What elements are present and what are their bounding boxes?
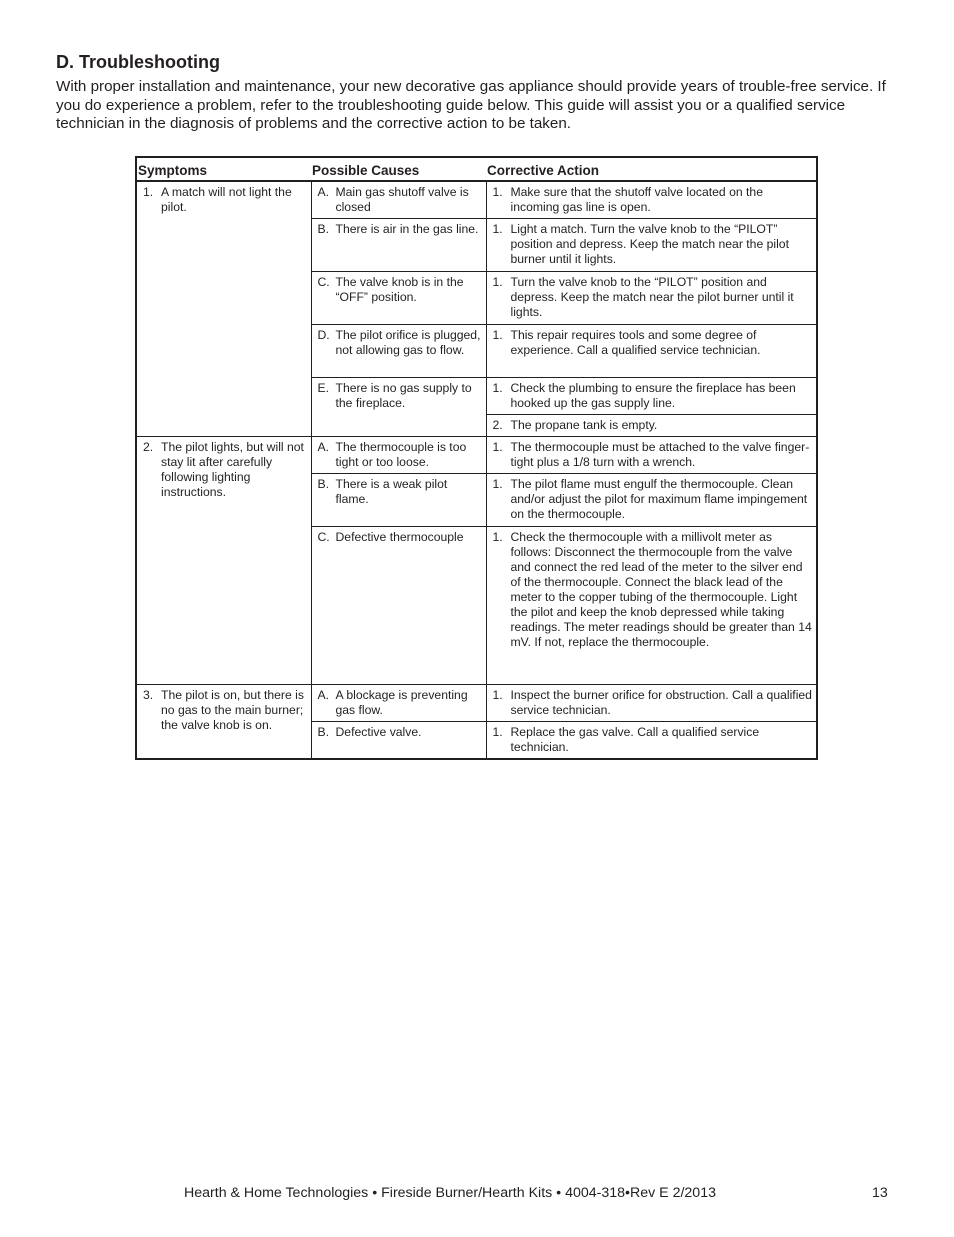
action-cell [486,219,817,272]
action-cell [486,325,817,378]
action-text: The pilot flame must engulf the thermocouple. Clean and/or adjust the pilot for maximum flame impingement on the thermocouple. [510,477,808,521]
cause-text: There is a weak pilot flame. [335,477,448,506]
symptom [143,688,309,733]
cause-text: Defective valve. [335,725,422,739]
cause [318,530,484,545]
table-header-row [136,157,817,181]
cause-cell [311,219,486,272]
action-marker: 1. [492,530,503,544]
action-cell [486,415,817,437]
action-text: Check the thermocouple with a millivolt meter as follows: Disconnect the thermocouple from the valve and connect the red lead of the meter to the silver end of the thermocouple. Connect the black lead of the meter to the copper tubing of the thermocouple. Light the pilot and keep the knob depressed while taking readings. The meter readings should be greater than 14 mV. If not, replace the thermocouple. [510,530,812,649]
action-text: Replace the gas valve. Call a qualified service technician. [510,725,760,754]
symptom-marker: 1. [143,185,154,199]
cause [318,381,484,411]
cause [318,328,484,358]
action-cell [486,722,817,760]
action-marker: 1. [492,275,503,289]
cause-cell [311,325,486,378]
action-marker: 1. [492,688,503,702]
action [493,725,815,755]
action-text: Light a match. Turn the valve knob to the “PILOT” position and depress. Keep the match near the pilot burner until it lights. [510,222,789,266]
action-text: This repair requires tools and some degree of experience. Call a qualified service technician. [510,328,761,357]
action-text: Make sure that the shutoff valve located on the incoming gas line is open. [510,185,763,214]
cause-marker: B. [317,477,330,491]
header-corrective-action: Corrective Action [486,157,817,181]
cause-text: Defective thermocouple [335,530,464,544]
cause-text: The thermocouple is too tight or too loose. [335,440,467,469]
action-text: Check the plumbing to ensure the fireplace has been hooked up the gas supply line. [510,381,796,410]
action [493,328,815,358]
table-row [136,437,817,474]
action-cell [486,272,817,325]
cause [318,440,484,470]
symptom-text: The pilot lights, but will not stay lit after carefully following lighting instructions. [161,440,304,499]
table-row [136,181,817,219]
cause-marker: B. [317,222,330,236]
cause-marker: A. [317,440,330,454]
action-marker: 1. [492,328,503,342]
symptom-cell [136,181,311,437]
cause-marker: D. [317,328,330,342]
header-possible-causes: Possible Causes [311,157,486,181]
action-marker: 1. [492,477,503,491]
action [493,185,815,215]
action [493,477,815,522]
action-cell [486,685,817,722]
cause [318,688,484,718]
cause-marker: A. [317,688,330,702]
action-marker: 1. [492,222,503,236]
symptom-marker: 3. [143,688,154,702]
action-marker: 1. [492,440,503,454]
action-text: The thermocouple must be attached to the valve finger-tight plus a 1/8 turn with a wrench. [510,440,810,469]
action-marker: 1. [492,381,503,395]
cause-marker: B. [317,725,330,739]
cause-text: A blockage is preventing gas flow. [335,688,468,717]
symptom [143,185,309,215]
page-number: 13 [872,1185,888,1201]
table-body [136,181,817,759]
action [493,275,815,320]
cause-text: Main gas shutoff valve is closed [335,185,469,214]
symptom-text: A match will not light the pilot. [161,185,292,214]
action [493,418,815,433]
symptom [143,440,309,500]
cause-marker: C. [317,530,330,544]
cause-text: There is no gas supply to the fireplace. [335,381,472,410]
cause-cell [311,527,486,685]
cause [318,185,484,215]
action-text: Inspect the burner orifice for obstruction. Call a qualified service technician. [510,688,812,717]
symptom-marker: 2. [143,440,154,454]
intro-paragraph: With proper installation and maintenance, your new decorative gas appliance should provide years of trouble-free service. If you do experience a problem, refer to the troubleshooting guide below. This guide will assist you or a qualified service technician in the diagnosis of problems and the corrective action to be taken. [56,78,886,132]
cause [318,222,484,237]
cause-text: The pilot orifice is plugged, not allowing gas to flow. [335,328,481,357]
action-cell [486,527,817,685]
cause [318,275,484,305]
cause-text: The valve knob is in the “OFF” position. [335,275,464,304]
cause-cell [311,474,486,527]
action-marker: 2. [492,418,503,432]
action-marker: 1. [492,725,503,739]
cause [318,477,484,507]
cause-marker: C. [317,275,330,289]
action-text: The propane tank is empty. [510,418,658,432]
cause-marker: A. [317,185,330,199]
action-marker: 1. [492,185,503,199]
cause-marker: E. [317,381,330,395]
cause-cell [311,181,486,219]
action [493,530,815,650]
action [493,381,815,411]
action-text: Turn the valve knob to the “PILOT” position and depress. Keep the match near the pilot burner until it lights. [510,275,794,319]
action [493,222,815,267]
symptom-cell [136,685,311,760]
cause-cell [311,272,486,325]
cause-text: There is air in the gas line. [335,222,479,236]
table-row [136,685,817,722]
troubleshooting-table [135,156,818,760]
header-symptoms: Symptoms [136,157,311,181]
page-footer: Hearth & Home Technologies • Fireside Burner/Hearth Kits • 4004-318•Rev E 2/2013 [184,1185,716,1201]
cause-cell [311,437,486,474]
action-cell [486,474,817,527]
symptom-text: The pilot is on, but there is no gas to the main burner; the valve knob is on. [161,688,304,732]
action [493,440,815,470]
cause-cell [311,722,486,760]
symptom-cell [136,437,311,685]
action-cell [486,378,817,415]
cause-cell [311,685,486,722]
action [493,688,815,718]
action-cell [486,437,817,474]
cause-cell [311,378,486,437]
cause [318,725,484,740]
section-heading: D. Troubleshooting [56,52,220,72]
action-cell [486,181,817,219]
